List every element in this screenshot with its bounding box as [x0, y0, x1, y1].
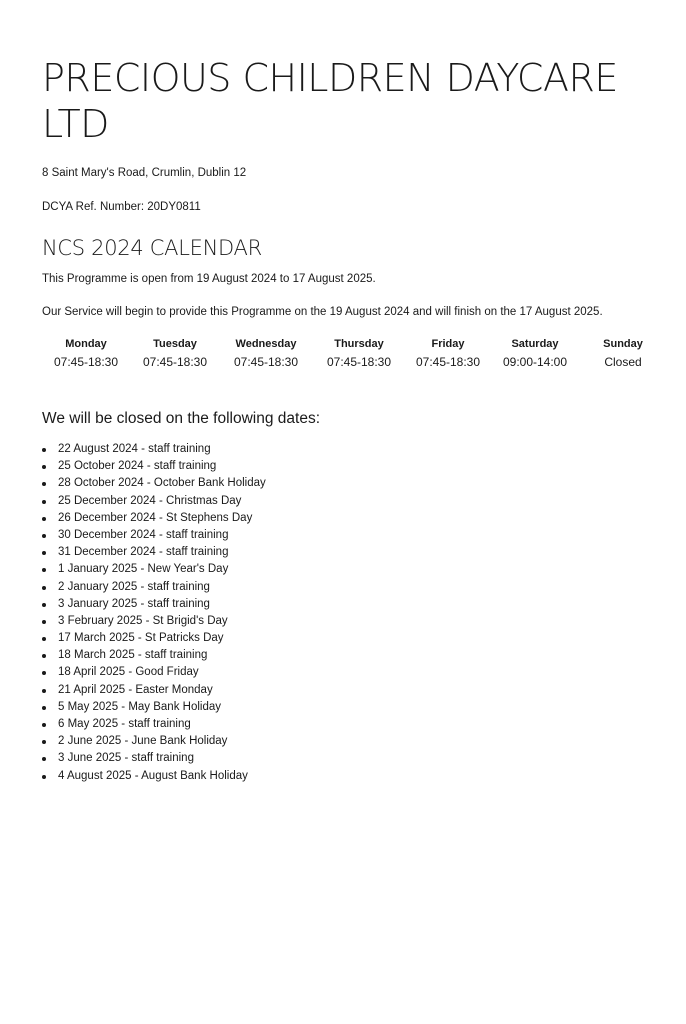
day-hours: 09:00-14:00 [502, 355, 568, 369]
day-hours: Closed [604, 355, 642, 369]
list-item [42, 768, 266, 785]
closures-heading: We will be closed on the following dates: [42, 410, 321, 427]
day-hours: 07:45-18:30 [415, 355, 481, 369]
bullet-icon [42, 568, 46, 572]
company-title: PRECIOUS CHILDREN DAYCARE LTD [42, 56, 618, 146]
closure-date-text: 30 December 2024 - staff training [58, 528, 229, 541]
list-item [42, 596, 266, 613]
list-item [42, 630, 266, 647]
list-item [42, 475, 266, 492]
closure-date-text: 5 May 2025 - May Bank Holiday [58, 700, 221, 713]
bullet-icon [42, 671, 46, 675]
day-name: Monday [65, 338, 107, 350]
list-item [42, 493, 266, 510]
bullet-icon [42, 775, 46, 779]
closure-date-text: 1 January 2025 - New Year's Day [58, 563, 229, 576]
day-hours: 07:45-18:30 [233, 355, 299, 369]
closure-date-text: 26 December 2024 - St Stephens Day [58, 511, 253, 524]
list-item [42, 664, 266, 681]
closure-date-text: 3 February 2025 - St Brigid's Day [58, 614, 228, 627]
bullet-icon [42, 706, 46, 710]
list-item [42, 733, 266, 750]
calendar-title: NCS 2024 CALENDAR [42, 236, 262, 260]
closure-date-text: 3 June 2025 - staff training [58, 752, 194, 765]
list-item [42, 613, 266, 630]
list-item [42, 579, 266, 596]
closure-date-text: 22 August 2024 - staff training [58, 443, 211, 455]
list-item [42, 561, 266, 578]
service-dates-text: Our Service will begin to provide this Programme on the 19 August 2024 and will finish on the 17 August 2025. [42, 306, 603, 318]
bullet-icon [42, 586, 46, 590]
closure-date-text: 6 May 2025 - staff training [58, 718, 191, 730]
dcya-ref-number: DCYA Ref. Number: 20DY0811 [42, 201, 201, 213]
hours-column-saturday [503, 337, 567, 371]
hours-column-friday [416, 337, 480, 371]
opening-hours-table [42, 337, 652, 373]
bullet-icon [42, 689, 46, 693]
list-item [42, 510, 266, 527]
closure-date-text: 31 December 2024 - staff training [58, 546, 229, 559]
bullet-icon [42, 654, 46, 658]
list-item [42, 544, 266, 561]
hours-column-wednesday [234, 337, 298, 371]
day-name: Friday [431, 338, 465, 350]
list-item [42, 716, 266, 733]
closure-date-text: 18 April 2025 - Good Friday [58, 666, 199, 679]
bullet-icon [42, 448, 46, 452]
closure-dates-list [42, 441, 266, 785]
hours-column-thursday [327, 337, 391, 371]
closure-date-text: 25 December 2024 - Christmas Day [58, 494, 242, 507]
bullet-icon [42, 482, 46, 486]
bullet-icon [42, 740, 46, 744]
day-hours: 07:45-18:30 [326, 355, 392, 369]
day-name: Saturday [511, 338, 559, 350]
hours-column-sunday [603, 337, 643, 371]
closure-date-text: 28 October 2024 - October Bank Holiday [58, 477, 266, 490]
list-item [42, 441, 266, 458]
list-item [42, 458, 266, 475]
closure-date-text: 25 October 2024 - staff training [58, 460, 217, 473]
day-hours: 07:45-18:30 [53, 355, 119, 369]
day-name: Wednesday [235, 338, 297, 350]
list-item [42, 682, 266, 699]
bullet-icon [42, 517, 46, 521]
day-hours: 07:45-18:30 [142, 355, 208, 369]
closure-date-text: 17 March 2025 - St Patricks Day [58, 632, 224, 645]
bullet-icon [42, 637, 46, 641]
day-name: Sunday [603, 338, 643, 350]
closure-date-text: 2 January 2025 - staff training [58, 580, 210, 593]
closure-date-text: 2 June 2025 - June Bank Holiday [58, 735, 228, 748]
bullet-icon [42, 551, 46, 555]
list-item [42, 527, 266, 544]
bullet-icon [42, 603, 46, 607]
closure-date-text: 21 April 2025 - Easter Monday [58, 683, 213, 696]
closure-date-text: 3 January 2025 - staff training [58, 597, 210, 610]
bullet-icon [42, 534, 46, 538]
hours-column-tuesday [143, 337, 207, 371]
closure-date-text: 4 August 2025 - August Bank Holiday [58, 769, 248, 782]
bullet-icon [42, 723, 46, 727]
day-name: Tuesday [153, 338, 197, 350]
bullet-icon [42, 757, 46, 761]
hours-column-monday [54, 337, 118, 371]
bullet-icon [42, 620, 46, 624]
bullet-icon [42, 500, 46, 504]
day-name: Thursday [334, 338, 384, 350]
company-address: 8 Saint Mary's Road, Crumlin, Dublin 12 [42, 167, 247, 179]
list-item [42, 750, 266, 767]
programme-open-text: This Programme is open from 19 August 2024 to 17 August 2025. [42, 273, 376, 285]
bullet-icon [42, 465, 46, 469]
list-item [42, 699, 266, 716]
list-item [42, 647, 266, 664]
closure-date-text: 18 March 2025 - staff training [58, 649, 208, 662]
